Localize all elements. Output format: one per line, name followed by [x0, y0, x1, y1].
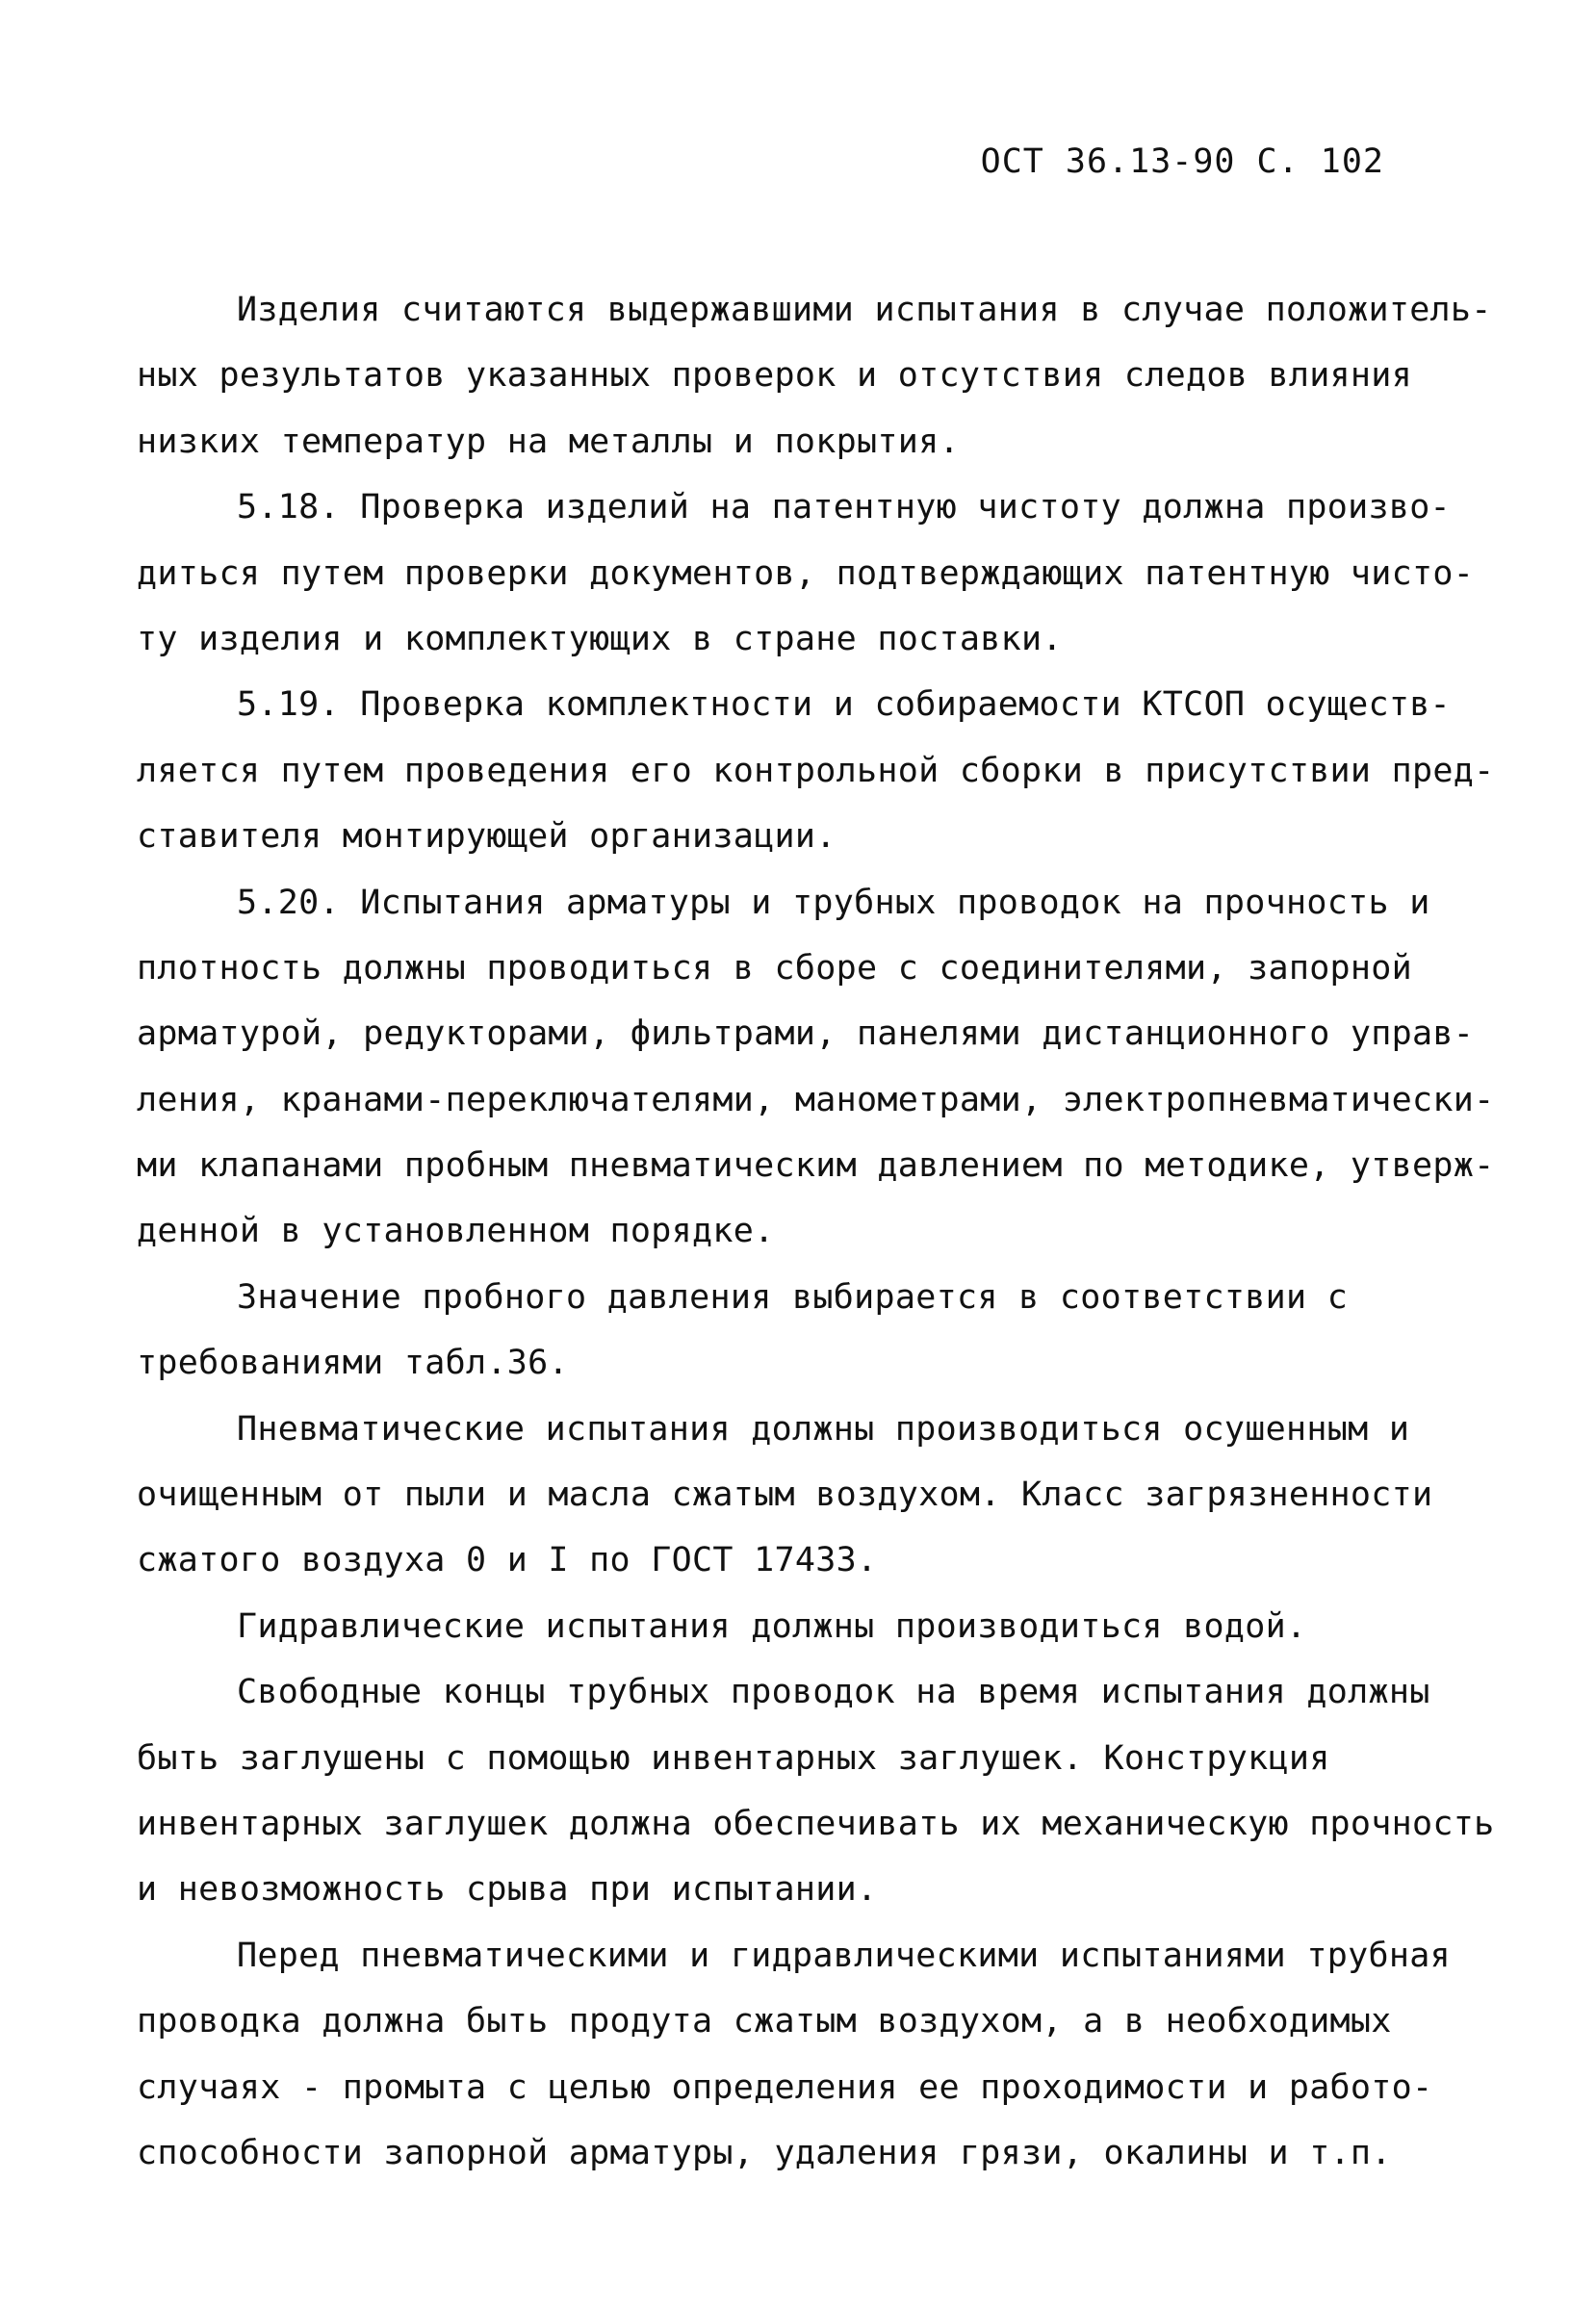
text-line: низких температур на металлы и покрытия. [137, 422, 960, 461]
text-line: проводка должна быть продута сжатым воздухом, а в необходимых [137, 2002, 1392, 2041]
text-line: сжатого воздуха 0 и I по ГОСТ 17433. [137, 1541, 878, 1580]
text-line: диться путем проверки документов, подтверждающих патентную чисто- [137, 553, 1475, 593]
text-line: и невозможность срыва при испытании. [137, 1870, 878, 1910]
text-line: очищенным от пыли и масла сжатым воздухом. Класс загрязненности [137, 1476, 1433, 1515]
text-line: ставителя монтирующей организации. [137, 817, 837, 857]
page-header: ОСТ 36.13-90 С. 102 [980, 142, 1384, 181]
text-line: способности запорной арматуры, удаления грязи, окалины и т.п. [137, 2133, 1392, 2172]
text-line: инвентарных заглушек должна обеспечивать их механическую прочность [137, 1804, 1495, 1843]
text-line: быть заглушены с помощью инвентарных заглушек. Конструкция [137, 1738, 1330, 1778]
text-line: 5.20. Испытания арматуры и трубных проводок на прочность и [237, 883, 1430, 922]
text-line: ту изделия и комплектующих в стране поставки. [137, 619, 1063, 658]
text-line: требованиями табл.36. [137, 1344, 569, 1383]
text-line: ления, кранами-переключателями, манометрами, электропневматически- [137, 1080, 1495, 1119]
text-line: ми клапанами пробным пневматическим давлением по методике, утверж- [137, 1146, 1495, 1186]
text-line: Свободные концы трубных проводок на время испытания должны [237, 1673, 1430, 1712]
text-line: Значение пробного давления выбирается в соответствии с [237, 1277, 1349, 1317]
text-line: арматурой, редукторами, фильтрами, панелями дистанционного управ- [137, 1014, 1475, 1054]
text-line: денной в установленном порядке. [137, 1212, 775, 1251]
text-line: Изделия считаются выдержавшими испытания в случае положитель- [237, 291, 1492, 329]
body-text [137, 277, 1504, 2186]
text-line: плотность должны проводиться в сборе с соединителями, запорной [137, 948, 1413, 988]
text-line: Гидравлические испытания должны производиться водой. [237, 1606, 1307, 1646]
text-line: ляется путем проведения его контрольной сборки в присутствии пред- [137, 751, 1495, 790]
text-line: Перед пневматическими и гидравлическими испытаниями трубная [237, 1936, 1451, 1975]
text-line: случаях - промыта с целью определения ее проходимости и работо- [137, 2067, 1433, 2107]
text-line: Пневматические испытания должны производиться осушенным и [237, 1409, 1410, 1449]
text-line: 5.19. Проверка комплектности и собираемости КТСОП осуществ- [237, 685, 1451, 725]
text-line: 5.18. Проверка изделий на патентную чистоту должна произво- [237, 488, 1451, 527]
text-line: ных результатов указанных проверок и отсутствия следов влияния [137, 356, 1413, 396]
